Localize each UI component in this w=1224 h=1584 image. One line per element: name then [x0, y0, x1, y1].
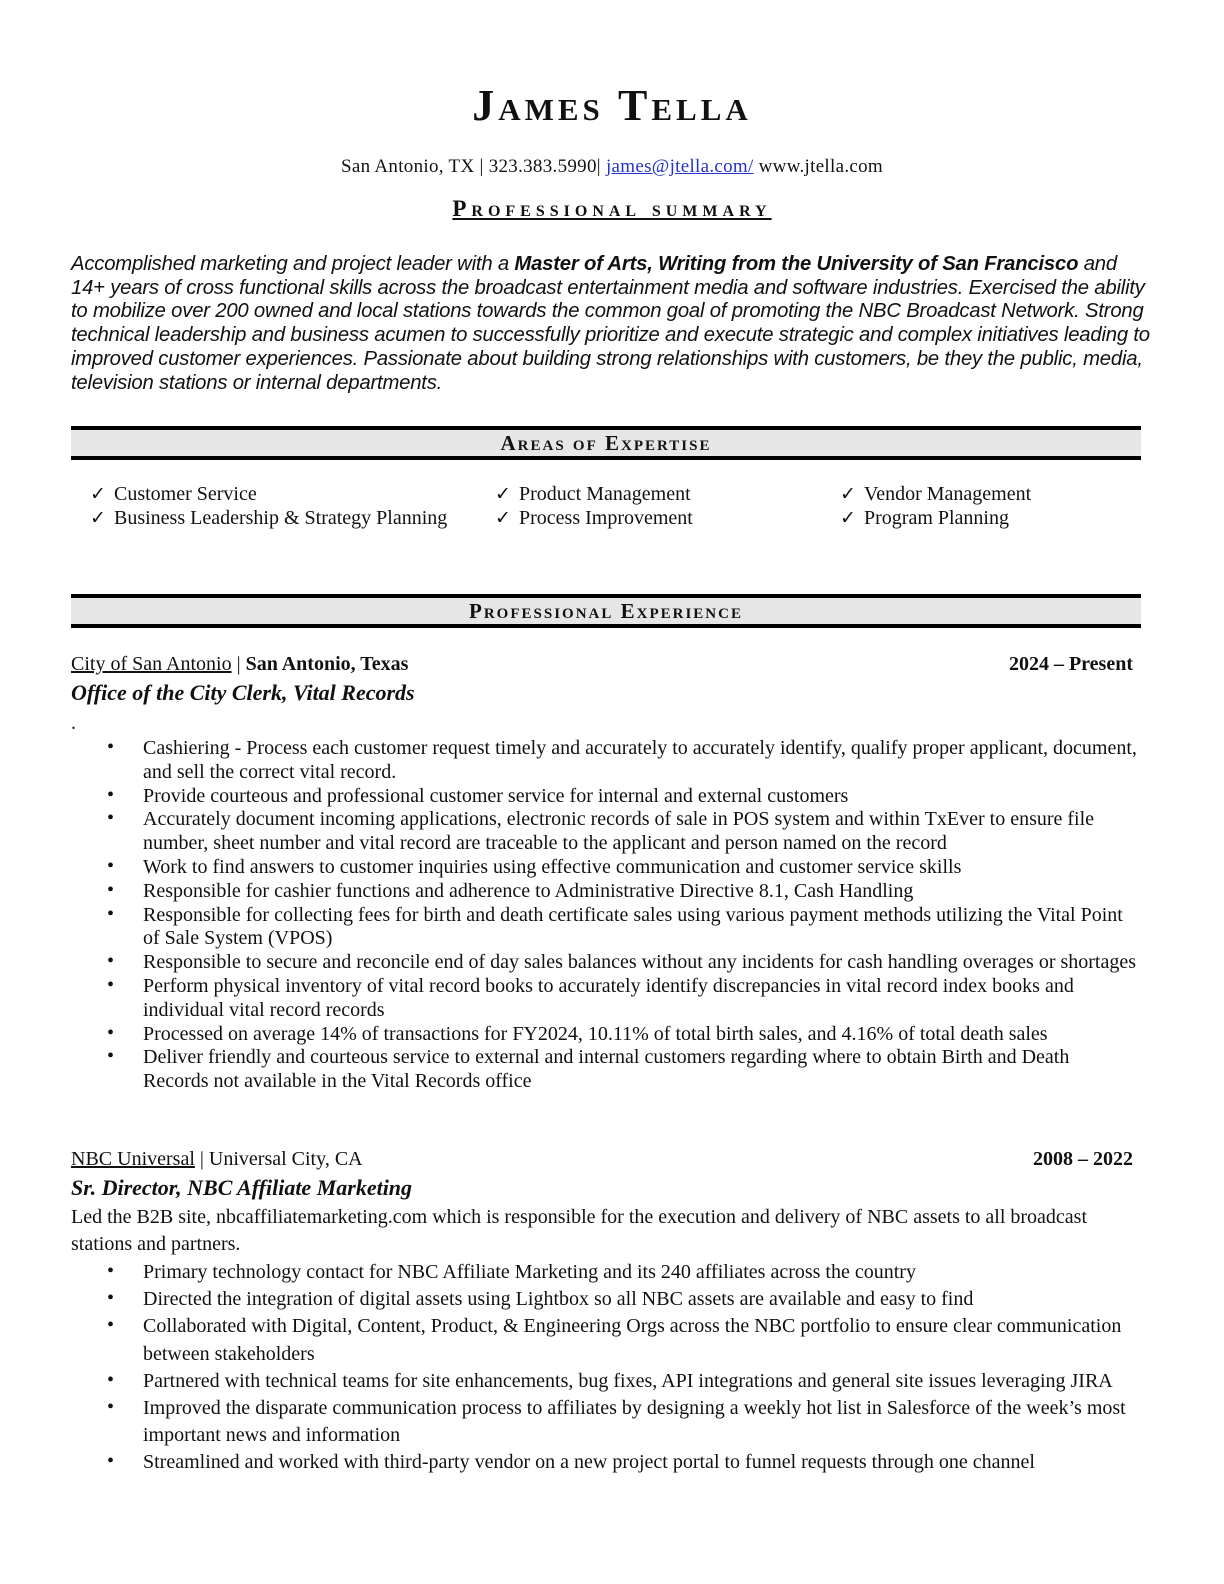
- list-item: • Perform physical inventory of vital record books to accurately identify discrepancies in vital record index books and individual vital record records: [107, 975, 1137, 1023]
- job-dates: 2024 – Present: [1008, 653, 1133, 675]
- summary-degree: Master of Arts, Writing from the University of San Francisco: [514, 253, 1079, 275]
- job-role: Sr. Director, NBC Affiliate Marketing: [71, 1175, 413, 1200]
- list-item: • Improved the disparate communication process to affiliates by designing a weekly hot list in Salesforce of the week’s most important news and information: [107, 1395, 1137, 1449]
- expertise-label: Product Management: [519, 483, 691, 505]
- contact-separator: |: [596, 156, 606, 177]
- contact-website: www.jtella.com: [758, 156, 883, 177]
- expertise-column: [495, 482, 693, 530]
- company-name: City of San Antonio: [71, 653, 232, 675]
- list-item: • Responsible to secure and reconcile end of day sales balances without any incidents for cash handling overages or shortages: [107, 951, 1137, 975]
- job-header: [71, 653, 1133, 676]
- candidate-name: James Tella: [472, 81, 752, 130]
- expertise-heading: Areas of Expertise: [71, 426, 1141, 460]
- expertise-item: [495, 506, 693, 530]
- expertise-label: Customer Service: [114, 483, 257, 505]
- contact-location: San Antonio, TX: [341, 156, 475, 177]
- experience-heading: Professional Experience: [71, 594, 1141, 628]
- company-name: NBC Universal: [71, 1148, 195, 1170]
- list-item: • Directed the integration of digital assets using Lightbox so all NBC assets are available and easy to find: [107, 1286, 1137, 1313]
- list-item: • Deliver friendly and courteous service to external and internal customers regarding where to obtain Birth and Death Records not available in the Vital Records office: [107, 1046, 1137, 1094]
- list-item: • Responsible for collecting fees for birth and death certificate sales using various payment methods utilizing the Vital Point of Sale System (VPOS): [107, 904, 1137, 952]
- expertise-item: [90, 482, 447, 506]
- summary-heading: [0, 196, 1224, 222]
- job-role: Office of the City Clerk, Vital Records: [71, 680, 415, 705]
- check-icon: ✓: [840, 507, 856, 529]
- check-icon: ✓: [840, 483, 856, 505]
- contact-separator: |: [479, 156, 489, 177]
- job-location: San Antonio, Texas: [245, 653, 409, 675]
- check-icon: ✓: [90, 483, 106, 505]
- check-icon: ✓: [495, 483, 511, 505]
- job-dates: 2008 – 2022: [1033, 1148, 1133, 1170]
- expertise-label: Process Improvement: [519, 507, 693, 529]
- list-item: • Partnered with technical teams for site enhancements, bug fixes, API integrations and general site issues leveraging JIRA: [107, 1368, 1137, 1395]
- list-item: • Processed on average 14% of transactions for FY2024, 10.11% of total birth sales, and 4.16% of total death sales: [107, 1023, 1137, 1047]
- job-bullets: [107, 737, 1137, 1094]
- expertise-item: [90, 506, 447, 530]
- expertise-label: Vendor Management: [864, 483, 1032, 505]
- expertise-label: Program Planning: [864, 507, 1009, 529]
- job-description: Led the B2B site, nbcaffiliatemarketing.com which is responsible for the execution and delivery of NBC assets to all broadcast stations and partners.: [71, 1206, 1088, 1255]
- expertise-column: [90, 482, 447, 530]
- check-icon: ✓: [495, 507, 511, 529]
- list-item: • Collaborated with Digital, Content, Product, & Engineering Orgs across the NBC portfolio to ensure clear communication between stakeholders: [107, 1313, 1137, 1367]
- list-item: • Streamlined and worked with third-party vendor on a new project portal to funnel requests through one channel: [107, 1449, 1137, 1476]
- list-item: • Primary technology contact for NBC Affiliate Marketing and its 240 affiliates across the country: [107, 1259, 1137, 1286]
- summary-heading-text: Professional summary: [452, 196, 772, 221]
- job-location: Universal City, CA: [208, 1148, 363, 1170]
- summary-paragraph: [71, 253, 1151, 395]
- expertise-item: [840, 482, 1031, 506]
- expertise-column: [840, 482, 1031, 530]
- job-header: [71, 1148, 1133, 1171]
- summary-text-2: and 14+ years of cross functional skills across the broadcast entertainment media and software industries. Exercised the ability to mobilize over 200 owned and local stations towards the common goal of promoting the NBC Broadcast Network. Strong technical leadership and business acumen to successfully prioritize and execute strategic and complex initiatives leading to improved customer experiences. Passionate about building strong relationships with customers, be they the public, media, television stations or internal departments.: [71, 253, 1150, 394]
- company-separator: |: [194, 1148, 209, 1170]
- list-item: • Work to find answers to customer inquiries using effective communication and customer service skills: [107, 856, 1137, 880]
- expertise-item: [840, 506, 1031, 530]
- list-item: • Provide courteous and professional customer service for internal and external customers: [107, 785, 1137, 809]
- list-item: • Accurately document incoming applications, electronic records of sale in POS system and within TxEver to ensure file number, sheet number and vital record are traceable to the applicant and person named on the record: [107, 808, 1137, 856]
- expertise-label: Business Leadership & Strategy Planning: [114, 507, 448, 529]
- summary-text-1: Accomplished marketing and project leader with a: [71, 253, 515, 275]
- job-bullets: [107, 1259, 1137, 1477]
- list-item: • Cashiering - Process each customer request timely and accurately to accurately identify, qualify proper applicant, document, and sell the correct vital record.: [107, 737, 1137, 785]
- company-separator: |: [231, 653, 246, 675]
- list-item: • Responsible for cashier functions and adherence to Administrative Directive 8.1, Cash Handling: [107, 880, 1137, 904]
- contact-email-link[interactable]: james@jtella.com/: [605, 156, 754, 177]
- stray-marker: .: [71, 712, 76, 734]
- contact-line: [0, 156, 1224, 178]
- check-icon: ✓: [90, 507, 106, 529]
- expertise-item: [495, 482, 693, 506]
- contact-phone: 323.383.5990: [488, 156, 597, 177]
